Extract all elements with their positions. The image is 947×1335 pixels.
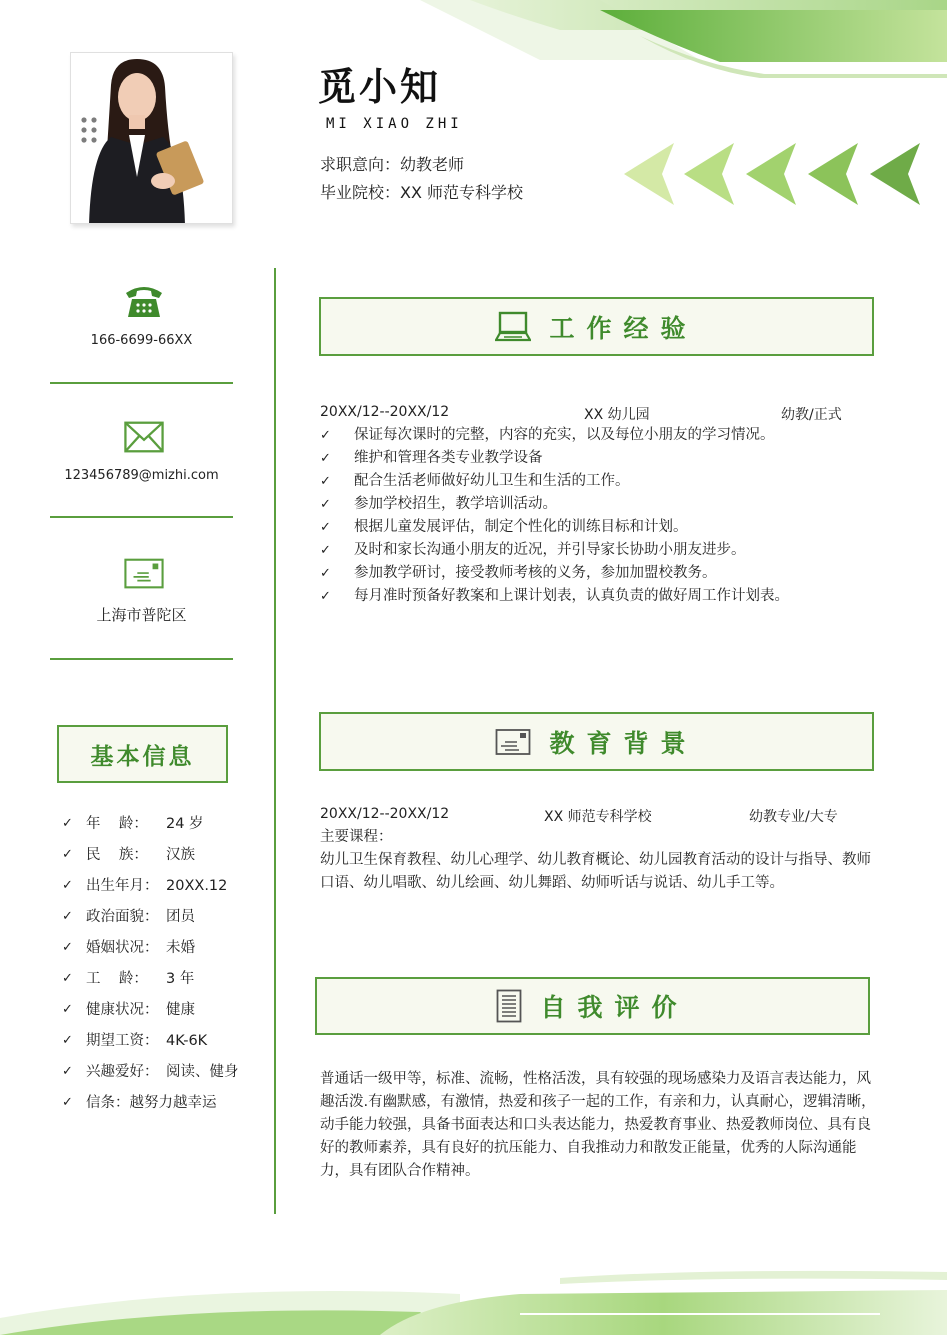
info-row: [62, 968, 239, 999]
work-section-header: [319, 297, 874, 356]
info-row: [62, 813, 239, 844]
info-label: 期望工资：: [86, 1033, 159, 1049]
list-item: [320, 539, 789, 562]
contact-separator: [50, 382, 233, 384]
check-icon: ✓: [62, 909, 73, 924]
check-icon: ✓: [320, 566, 331, 581]
basic-info-list: [62, 813, 239, 1123]
info-row: [62, 1092, 239, 1123]
bottom-decoration: [0, 1268, 947, 1335]
info-label: 出生年月：: [86, 878, 159, 894]
work-section-title: 工作经验: [549, 313, 698, 343]
info-value: 越努力越幸运: [129, 1095, 217, 1111]
check-icon: ✓: [320, 589, 331, 604]
duty-text: 每月准时预备好教案和上课计划表，认真负责的做好周工作计划表。: [354, 588, 789, 604]
info-label: 政治面貌：: [86, 909, 159, 925]
info-row: [62, 999, 239, 1030]
graduate-school-label: 毕业院校：: [320, 183, 401, 202]
check-icon: ✓: [320, 497, 331, 512]
check-icon: ✓: [320, 520, 331, 535]
info-label: 兴趣爱好：: [86, 1064, 159, 1080]
work-duty-list: [320, 424, 789, 608]
document-icon: [496, 989, 522, 1023]
duty-text: 根据儿童发展评估，制定个性化的训练目标和计划。: [354, 519, 688, 535]
self-eval-section-header: [315, 977, 870, 1035]
check-icon: ✓: [62, 1033, 73, 1048]
home-address: 上海市普陀区: [96, 606, 187, 624]
info-value: 3 年: [166, 971, 195, 987]
graduate-school-value: XX 师范专科学校: [400, 183, 524, 202]
person-pinyin: MI XIAO ZHI: [326, 116, 463, 132]
info-value: 24 岁: [166, 816, 204, 832]
check-icon: ✓: [320, 474, 331, 489]
check-icon: ✓: [320, 451, 331, 466]
education-school: XX 师范专科学校: [544, 809, 652, 825]
info-value: 团员: [166, 909, 195, 925]
education-period: 20XX/12--20XX/12: [320, 806, 450, 822]
list-item: [320, 516, 789, 539]
self-eval-text: 普通话一级甲等，标准、流畅，性格活泼，具有较强的现场感染力及语言表达能力，风趣活泼.有幽默感，有激情，热爱和孩子一起的工作，有亲和力，认真耐心，逻辑清晰，动手能力较强，具备书面表达和口头表达能力，热爱教育事业、热爱教师岗位、具有良好的教师素养，具有良好的抗压能力、自我推动力和散发正能量，优秀的人际沟通能力，具有团队合作精神。: [320, 1071, 876, 1179]
column-divider: [274, 268, 276, 1214]
basic-info-title: 基本信息: [90, 743, 195, 770]
list-item: [320, 447, 789, 470]
check-icon: ✓: [62, 971, 73, 986]
email-address: 123456789@mizhi.com: [64, 468, 219, 483]
check-icon: ✓: [320, 428, 331, 443]
basic-info-header: [57, 725, 228, 783]
laptop-icon: [495, 311, 531, 343]
duty-text: 参加教学研讨，接受教师考核的义务，参加加盟校教务。: [354, 565, 717, 581]
self-eval-section-title: 自我评价: [540, 993, 689, 1022]
graduate-school: [320, 180, 523, 203]
dots-decoration: [80, 116, 102, 146]
check-icon: ✓: [62, 1002, 73, 1017]
job-intent-value: 幼教老师: [400, 155, 465, 174]
check-icon: ✓: [62, 878, 73, 893]
education-section-title: 教育背景: [549, 728, 698, 758]
contact-separator: [50, 658, 233, 660]
check-icon: ✓: [320, 543, 331, 558]
duty-text: 及时和家长沟通小朋友的近况，并引导家长协助小朋友进步。: [354, 542, 746, 558]
info-value: 汉族: [166, 847, 195, 863]
card-icon: [495, 728, 531, 756]
work-org: XX 幼儿园: [584, 407, 650, 423]
phone-icon: [124, 283, 164, 319]
info-row: [62, 875, 239, 906]
work-period: 20XX/12--20XX/12: [320, 404, 450, 420]
info-value: 4K-6K: [166, 1033, 208, 1049]
duty-text: 保证每次课时的完整，内容的充实，以及每位小朋友的学习情况。: [354, 427, 775, 443]
check-icon: ✓: [62, 847, 73, 862]
info-row: [62, 1030, 239, 1061]
list-item: [320, 470, 789, 493]
check-icon: ✓: [62, 816, 73, 831]
list-item: [320, 585, 789, 608]
duty-text: 配合生活老师做好幼儿卫生和生活的工作。: [354, 473, 630, 489]
info-label: 民 族：: [86, 847, 148, 863]
job-intent: [320, 152, 464, 175]
info-value: 未婚: [166, 940, 195, 956]
info-label: 健康状况：: [86, 1002, 159, 1018]
chevron-decoration: [624, 143, 922, 205]
info-value: 健康: [166, 1002, 195, 1018]
education-section-header: [319, 712, 874, 771]
check-icon: ✓: [62, 1064, 73, 1079]
list-item: [320, 562, 789, 585]
info-label: 工 龄：: [86, 971, 148, 987]
info-label: 年 龄：: [86, 816, 148, 832]
courses-label: 主要课程：: [320, 829, 393, 845]
info-value: 20XX.12: [166, 878, 228, 894]
duty-text: 参加学校招生，教学培训活动。: [354, 496, 557, 512]
address-card-icon: [124, 556, 164, 592]
education-major: 幼教专业/大专: [749, 809, 838, 825]
courses-text: 幼儿卫生保育教程、幼儿心理学、幼儿教育概论、幼儿园教育活动的设计与指导、教师口语、幼儿唱歌、幼儿绘画、幼儿舞蹈、幼师听话与说话、幼儿手工等。: [320, 852, 871, 891]
person-name: 觅小知: [318, 65, 442, 109]
info-value: 阅读、健身: [166, 1064, 239, 1080]
check-icon: ✓: [62, 1095, 73, 1110]
info-row: [62, 1061, 239, 1092]
job-intent-label: 求职意向：: [320, 155, 401, 174]
mail-icon: [124, 419, 164, 455]
work-entry-header: [320, 404, 860, 424]
phone-number: 166-6699-66XX: [90, 333, 193, 348]
info-row: [62, 937, 239, 968]
list-item: [320, 424, 789, 447]
info-row: [62, 906, 239, 937]
info-label: 信条：: [86, 1095, 130, 1111]
info-row: [62, 844, 239, 875]
info-label: 婚姻状况：: [86, 940, 159, 956]
duty-text: 维护和管理各类专业教学设备: [354, 450, 543, 466]
contact-separator: [50, 516, 233, 518]
work-role: 幼教/正式: [781, 407, 842, 423]
education-entry-header: [320, 806, 860, 826]
check-icon: ✓: [62, 940, 73, 955]
list-item: [320, 493, 789, 516]
